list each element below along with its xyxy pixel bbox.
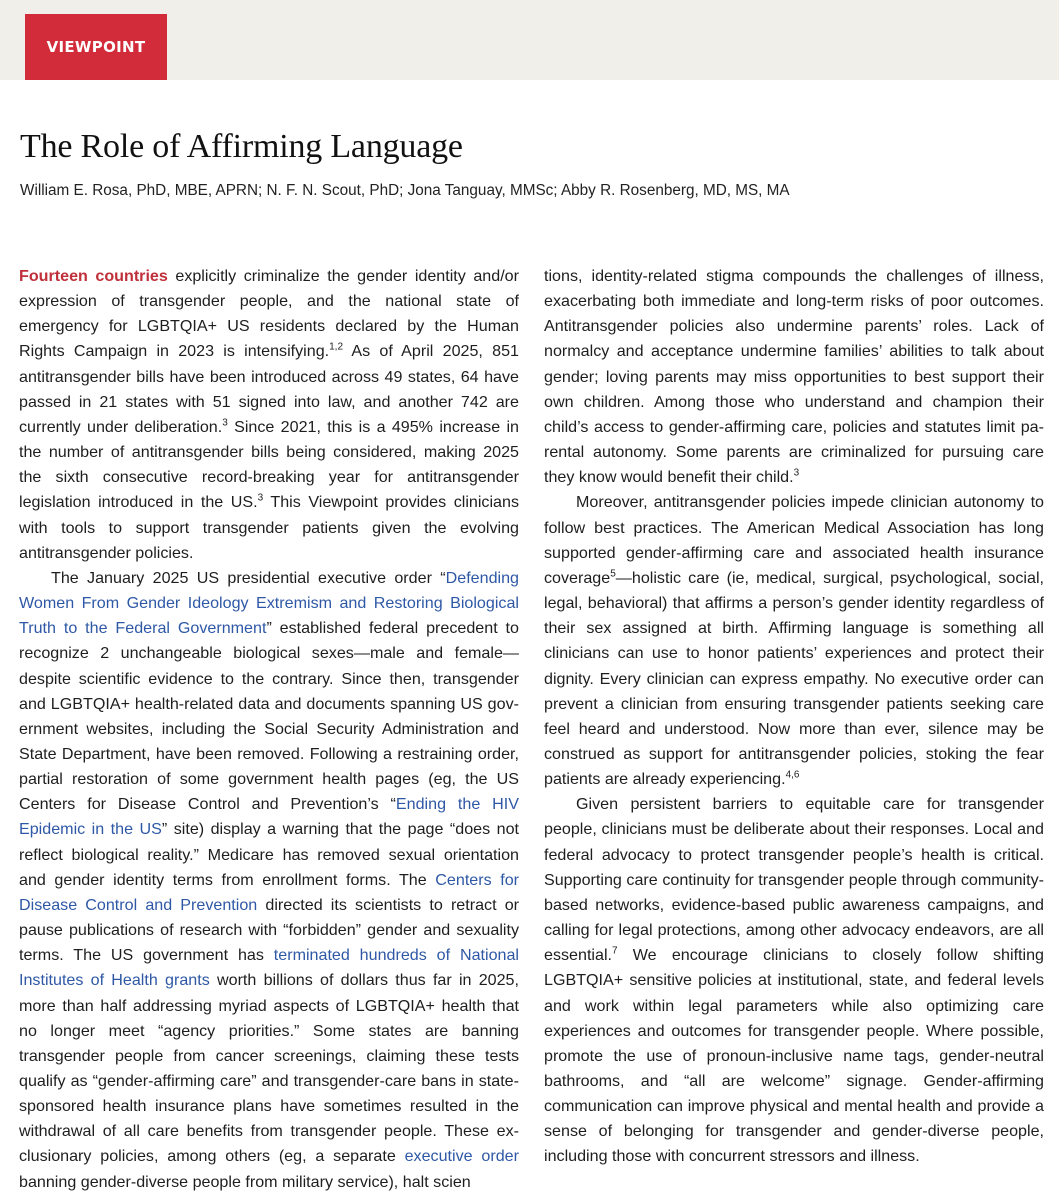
citation[interactable]: 5 (610, 568, 616, 580)
ending-hiv-link[interactable]: Ending the HIV Epidemic in the US (19, 795, 519, 839)
text: —holistic care (ie, medical, surgical, psychological, social, legal, behavioral) that affirms a person’s gender identity regardless of their sex assigned at birth. Affirming language is something all clinicians can use to honor patients’ experiences and protect their dignity. Every clinician can express empathy. No executive order can prevent a clinician from ensuring transgender patients seeking care feel heard and understood. Now more than ever, silence may be construed as support for antitransgender policies, stoking the fear patients are already experiencing. (544, 568, 1044, 789)
header-banner (0, 0, 1059, 80)
text: banning gender-diverse people from military service), halt scien (19, 1172, 471, 1191)
text: The January 2025 US presidential executive order “ (51, 568, 446, 587)
left-column (19, 264, 519, 1195)
citation[interactable]: 4,6 (785, 769, 800, 781)
citation[interactable]: 3 (222, 417, 228, 429)
lead-in: Fourteen countries (19, 267, 168, 285)
text: explicitly criminalize the gender identity and/or expression of transgender people, and the national state of emergency for LGBTQIA+ US residents declared by the Human Rights Campaign in 2023 is intensifying. (19, 267, 519, 361)
text: Given persistent barriers to equitable care for transgender people, clinicians must be deliberate about their responses. Local and federal advocacy to protect transgender people’s health is critical. Supporting care continuity for transgender people through community-based networks, evidence-based public awareness campaigns, and calling for legal protections, among other advocacy endeavors, are all essential. (544, 795, 1044, 965)
citation[interactable]: 3 (257, 493, 264, 505)
right-column (544, 264, 1044, 1170)
citation[interactable]: 3 (793, 467, 800, 479)
text: ” site) display a warning that the page “does not reflect biological reality.” Medicare has removed sexual orientation and gender identity terms from enrollment forms. The (19, 820, 519, 889)
text: ” established federal precedent to recognize 2 unchangeable biological sexes—male and female—despite scientific evidence to the contrary. Since then, transgender and LGBTQIA+ health-related data and documents spanning US government websites, including the Social Security Administration and State Department, have been removed. Following a restraining order, partial restoration of some government health pages (eg, the US Centers for Disease Control and Prevention’s “ (19, 619, 519, 814)
author-list: William E. Rosa, PhD, MBE, APRN; N. F. N. Scout, PhD; Jona Tanguay, MMSc; Abby R. Rosenberg, MD, MS, MA (20, 182, 790, 199)
citation[interactable]: 1,2 (329, 342, 344, 354)
paragraph-4 (544, 490, 1044, 792)
paragraph-3 (544, 264, 1044, 490)
paragraph-2 (19, 566, 519, 1195)
text: As of April 2025, 851 antitransgender bills have been introduced across 49 states, 64 have passed in 21 states with 51 signed into law, and another 742 are currently under deliberation. (19, 342, 519, 436)
citation[interactable]: 7 (612, 945, 618, 957)
text: Moreover, antitransgender policies impede clinician autonomy to follow best practices. The American Medical Association has long supported gender-affirming care and associated health insurance coverage (544, 493, 1044, 587)
executive-order-link[interactable]: Defending Women From Gender Ideology Extremism and Restoring Biological Truth to the Federal Government (19, 568, 519, 638)
text: worth billions of dollars thus far in 2025, more than half addressing myriad aspects of LGBTQIA+ health that no longer meet “agency priorities.” Some states are banning transgender people from cancer screenings, claiming these tests qualify as “gender-affirming care” and transgender-care bans in state-sponsored health insurance plans have sometimes resulted in the withdrawal of all care benefits from transgender people. These exclusionary policies, among others (eg, a separate (19, 971, 519, 1166)
paragraph-5 (544, 792, 1044, 1169)
text: Since 2021, this is a 495% increase in the number of antitransgender bills being considered, making 2025 the sixth consecutive record-breaking year for antitransgender legislation introduced in the US. (19, 417, 519, 512)
text: directed its scientists to retract or pause publications of research with “forbidden” gender and sexuality terms. The US government has (19, 895, 520, 965)
text: We encourage clinicians to closely follow shifting LGBTQIA+ sensitive policies at institutional, state, and federal levels and work within legal parameters while also optimizing care experiences and outcomes for transgender people. Where possible, promote the use of pronoun-inclusive name tags, gender-neutral bathrooms, and “all are welcome” signage. Gender-affirming communication can improve physical and mental health and provide a sense of belonging for transgender and gender-diverse people, including those with concurrent stressors and illness. (544, 946, 1044, 1166)
section-tag: VIEWPOINT (25, 14, 167, 80)
military-executive-order-link[interactable]: executive order (404, 1147, 519, 1166)
article-title: The Role of Affirming Language (20, 128, 463, 165)
nih-grants-link[interactable]: terminated hundreds of National Institutes of Health grants (19, 946, 520, 990)
text: tions, identity-related stigma compounds the challenges of illness, exacerbating both immediate and long-term risks of poor outcomes. Antitransgender policies also undermine parents’ roles. Lack of normalcy and acceptance undermine families’ abilities to talk about gender; loving parents may miss opportunities to best support their own children. Among those who understand and champion their child’s access to gender-affirming care, policies and statutes limit parental autonomy. Some parents are criminalized for pursuing care they know would benefit their child. (544, 267, 1044, 487)
text: This Viewpoint provides clinicians with tools to support transgender patients given the evolving antitransgender policies. (19, 493, 519, 562)
paragraph-1 (19, 264, 519, 566)
cdc-link[interactable]: Centers for Disease Control and Prevention (19, 870, 520, 914)
